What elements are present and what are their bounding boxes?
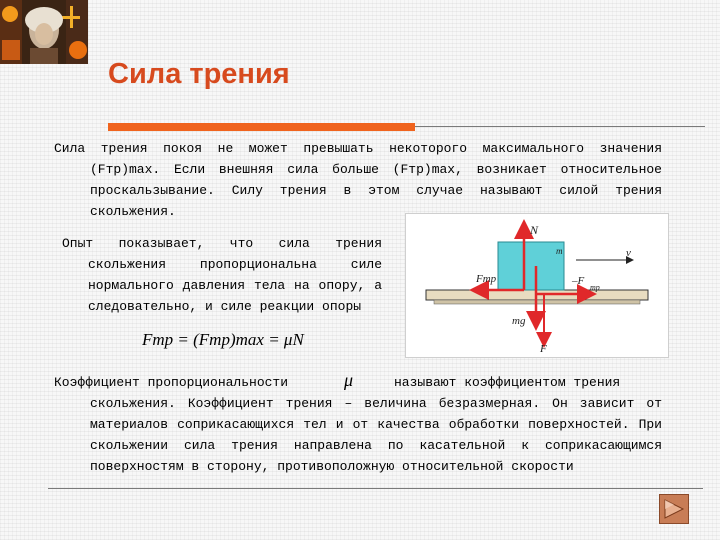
paragraph2-line: следовательно, и силе реакции опоры [88, 299, 362, 314]
title-divider-line [415, 126, 705, 127]
friction-formula: Fтр = (Fтр)max = μN [142, 330, 304, 349]
slide-title: Сила трения [108, 58, 290, 90]
label-F: F [540, 343, 547, 355]
paragraph3-line-left: Коэффициент пропорциональности [54, 375, 289, 390]
paragraph3-first-line [54, 372, 662, 393]
sliding-block [498, 242, 564, 290]
portrait-logo [0, 0, 88, 64]
paragraph2-line: нормального давления тела на опору, а [88, 278, 382, 293]
friction-diagram-svg [406, 214, 668, 357]
paragraph-coefficient [54, 372, 662, 477]
paragraph1-line: (Fтр)max. Если внешняя сила больше (Fтр)max, возникает относительное [90, 162, 662, 177]
label-Ftr: Fтр [476, 273, 497, 285]
paragraph-experiment [62, 233, 382, 317]
paragraph3-line: материалов соприкасающихся тел и от качества обработки поверхностей. При [90, 417, 662, 432]
paragraph3-line: скольжении сила трения направлена по касательной к соприкасающимся [90, 438, 662, 453]
portrait-logo-image [0, 0, 88, 64]
label-v: v [626, 247, 631, 259]
label-tr-subscript: тр [590, 283, 600, 292]
title-accent-rule [108, 123, 415, 131]
paragraph3-line: скольжения. Коэффициент трения – величина безразмерная. Он зависит от [90, 396, 662, 411]
footer-divider-line [48, 488, 703, 489]
label-N: N [530, 223, 539, 237]
friction-force-diagram [405, 213, 669, 358]
paragraph2-line: скольжения пропорциональна силе [88, 257, 382, 272]
paragraph1-line: скольжения. [90, 204, 176, 219]
next-slide-arrow-icon [660, 495, 688, 523]
next-slide-button[interactable] [659, 494, 689, 524]
mu-symbol: μ [344, 370, 354, 390]
label-minus-F: –F [572, 275, 585, 287]
paragraph2-line: Опыт показывает, что сила трения [62, 236, 382, 251]
paragraph3-line-right: называют коэффициентом трения [394, 375, 621, 390]
paragraph1-line: Сила трения покоя не может превышать некоторого максимального значения [54, 141, 662, 156]
paragraph3-line: поверхностям в сторону, противоположную относительной скорости [90, 459, 574, 474]
label-mg: mg [512, 315, 526, 327]
label-m: m [556, 246, 563, 256]
paragraph-static-friction [54, 138, 662, 222]
paragraph1-line: проскальзывание. Силу трения в этом случае называют силой трения [90, 183, 662, 198]
